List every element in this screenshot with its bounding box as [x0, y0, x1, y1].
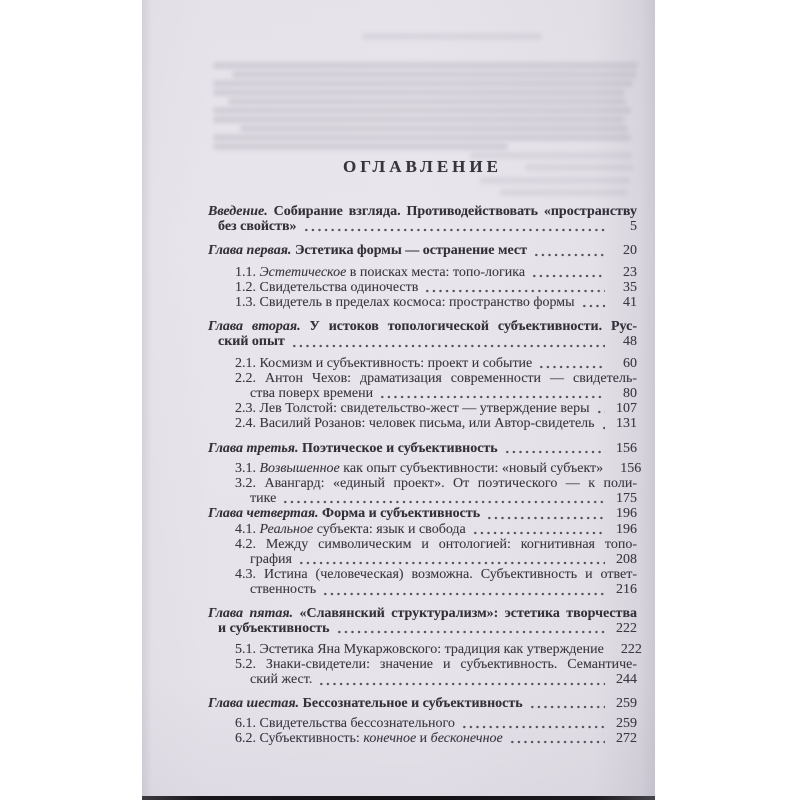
toc-line [208, 621, 637, 636]
toc-entry [208, 696, 637, 711]
toc-line-text: 3.2. Авангард: «единый проект». От поэтического — к поли- [235, 476, 637, 492]
toc-entry [208, 642, 642, 658]
bleed-through-line [240, 125, 628, 132]
toc-line [208, 696, 637, 711]
toc-line-text: тике [250, 491, 277, 507]
bleed-through-line [362, 33, 542, 40]
toc-line [208, 606, 637, 621]
dot-leader [509, 740, 605, 744]
toc-entry [208, 537, 637, 567]
page-number: 131 [616, 416, 637, 432]
bleed-through-line [480, 177, 630, 184]
dot-leader [504, 450, 605, 454]
toc-line-text: 1.1. Эстетическое в поисках места: топо-логика [235, 264, 526, 280]
toc-line-text: 3.1. Возвышенное как опыт субъективности: «новый субъект» [235, 460, 604, 476]
toc-entry [208, 243, 637, 258]
page-number: 41 [623, 295, 637, 311]
toc-entry [208, 295, 637, 310]
toc-line [208, 371, 637, 386]
dot-leader [379, 395, 605, 399]
toc-line [208, 401, 637, 416]
toc-line [208, 522, 637, 537]
page-number: 222 [616, 620, 637, 636]
dot-leader [291, 344, 605, 348]
toc-line-text: Глава первая. Эстетика формы — остранение мест [208, 243, 527, 259]
toc-entry [208, 441, 637, 456]
toc-entry [208, 657, 637, 687]
toc-line-text: Глава третья. Поэтическое и субъективность [208, 440, 498, 456]
dot-leader [318, 682, 605, 686]
bleed-through-line [213, 107, 631, 114]
toc-line-text: 2.1. Космизм и субъективность: проект и событие [235, 355, 533, 371]
page-number: 35 [623, 279, 637, 295]
bleed-through-line [213, 80, 633, 87]
page-number: 216 [616, 582, 637, 598]
page-number: 196 [616, 506, 637, 522]
toc-line [208, 295, 637, 310]
dot-leader [581, 304, 605, 308]
toc-entry [208, 416, 637, 431]
page-number: 244 [616, 672, 637, 688]
page-number: 259 [616, 715, 637, 731]
page-number: 20 [623, 243, 637, 259]
page-number: 222 [620, 642, 642, 658]
toc-line [208, 731, 637, 746]
toc-entry [208, 265, 637, 280]
toc-entry [208, 731, 637, 746]
toc-line-text: ский жест. [250, 672, 313, 688]
dot-leader [533, 253, 605, 257]
toc-line-text: ский опыт [218, 334, 285, 350]
dot-leader [538, 365, 605, 369]
toc-line-text: 6.2. Субъективность: конечное и бесконечное [235, 731, 503, 747]
toc-line-text: ственность [250, 582, 317, 598]
toc-line-text: Глава вторая. У истоков топологической субъективности. Рус- [208, 319, 637, 335]
page-number: 196 [616, 521, 637, 537]
toc-line [208, 219, 637, 234]
bleed-through-line [228, 98, 626, 105]
toc-line-text: без свойств» [218, 219, 297, 235]
toc-line [208, 441, 637, 456]
toc-line-text: графия [250, 552, 292, 568]
dot-leader [601, 426, 605, 430]
toc-line [208, 476, 637, 491]
toc-entry [208, 401, 637, 416]
toc-list [208, 204, 642, 747]
toc-line-text: 4.1. Реальное субъекта: язык и свобода [235, 521, 466, 537]
dot-leader [336, 630, 605, 634]
toc-line-text: 5.1. Эстетика Яна Мукаржовского: традиция как утверждение [235, 642, 604, 658]
bleed-through-line [213, 62, 638, 69]
dot-leader [322, 592, 605, 596]
toc-line-text: 6.1. Свидетельства бессознательного [235, 715, 455, 731]
page-number: 156 [616, 440, 637, 456]
dot-leader [424, 289, 605, 293]
toc-entry [208, 506, 637, 521]
toc-line [208, 204, 637, 219]
toc-entry [208, 522, 637, 537]
bleed-through-line [213, 116, 625, 123]
book-page [142, 0, 655, 800]
toc-line-text: 2.4. Василий Розанов: человек письма, или Автор-свидетель [235, 416, 595, 432]
toc-line [208, 657, 637, 672]
page-number: 175 [616, 491, 637, 507]
dot-leader [472, 531, 605, 535]
page-number: 23 [623, 264, 637, 280]
toc-line-text: 2.3. Лев Толстой: свидетельство-жест — утверждение веры [235, 401, 590, 417]
toc-line [208, 280, 637, 295]
toc-entry [208, 460, 642, 476]
page-number: 5 [630, 219, 637, 235]
dot-leader [529, 705, 605, 709]
dot-leader [596, 410, 605, 414]
toc-line [208, 243, 637, 258]
toc-line [208, 537, 637, 552]
toc-line-text: 2.2. Антон Чехов: драматизация современности — свидетель- [235, 370, 637, 386]
toc-line [208, 716, 637, 731]
toc-entry [208, 371, 637, 401]
toc-line [208, 552, 637, 567]
dot-leader [303, 228, 605, 232]
dot-leader [531, 274, 605, 278]
toc-entry [208, 606, 637, 636]
toc-line [208, 672, 637, 687]
toc-line [208, 356, 637, 371]
page-number: 48 [623, 334, 637, 350]
dot-leader [298, 561, 605, 565]
toc-entry [208, 280, 637, 295]
bleed-through-line [213, 89, 625, 96]
toc-line [208, 567, 637, 582]
toc-line [208, 506, 637, 521]
toc-line [208, 642, 642, 658]
toc-line [208, 582, 637, 597]
bleed-through-line [213, 134, 631, 141]
toc-line [208, 265, 637, 280]
toc-line-text: 1.3. Свидетель в пределах космоса: пространство формы [235, 295, 575, 311]
toc-line-text: 1.2. Свидетельства одиночеств [235, 279, 419, 295]
page-number: 156 [620, 460, 642, 476]
bleed-through-line [500, 189, 628, 196]
toc-entry [208, 319, 637, 349]
toc-line-text: Введение. Собирание взгляда. Противодействовать «пространству [208, 204, 637, 219]
book-edge-shadow [142, 796, 655, 800]
page-number: 107 [616, 401, 637, 417]
toc-line-text: и субъективность [218, 620, 330, 636]
toc-line-text: 4.3. Истина (человеческая) возможна. Субъективность и ответ- [235, 567, 637, 583]
toc-line-text: ства поверх времени [250, 386, 374, 402]
page-title: ОГЛАВЛЕНИЕ [343, 157, 502, 176]
page-number: 80 [623, 386, 637, 402]
dot-leader [461, 725, 605, 729]
bleed-through-line [213, 143, 508, 150]
toc-line-text: Глава пятая. «Славянский структурализм»: эстетика творчества [208, 605, 637, 621]
toc-entry [208, 567, 637, 597]
toc-entry [208, 716, 637, 731]
toc-line-text: 5.2. Знаки-свидетели: значение и субъективность. Семантиче- [235, 657, 637, 673]
bleed-through-line [232, 71, 637, 78]
dot-leader [282, 500, 605, 504]
toc-entry [208, 204, 637, 234]
toc-line-text: 4.2. Между символическим и онтологией: когнитивная топо- [235, 536, 637, 552]
dot-leader [486, 516, 605, 520]
page-number: 60 [623, 355, 637, 371]
page-number: 259 [616, 695, 637, 711]
toc-line [208, 319, 637, 334]
toc-line [208, 386, 637, 401]
toc-line [208, 491, 637, 506]
toc-line [208, 460, 642, 476]
page-number: 272 [616, 731, 637, 747]
toc-entry [208, 356, 637, 371]
toc-line [208, 334, 637, 349]
toc-line-text: Глава шестая. Бессознательное и субъективность [208, 695, 523, 711]
toc-entry [208, 476, 637, 506]
toc-line [208, 416, 637, 431]
toc-line-text: Глава четвертая. Форма и субъективность [208, 506, 481, 522]
page-number: 208 [616, 552, 637, 568]
